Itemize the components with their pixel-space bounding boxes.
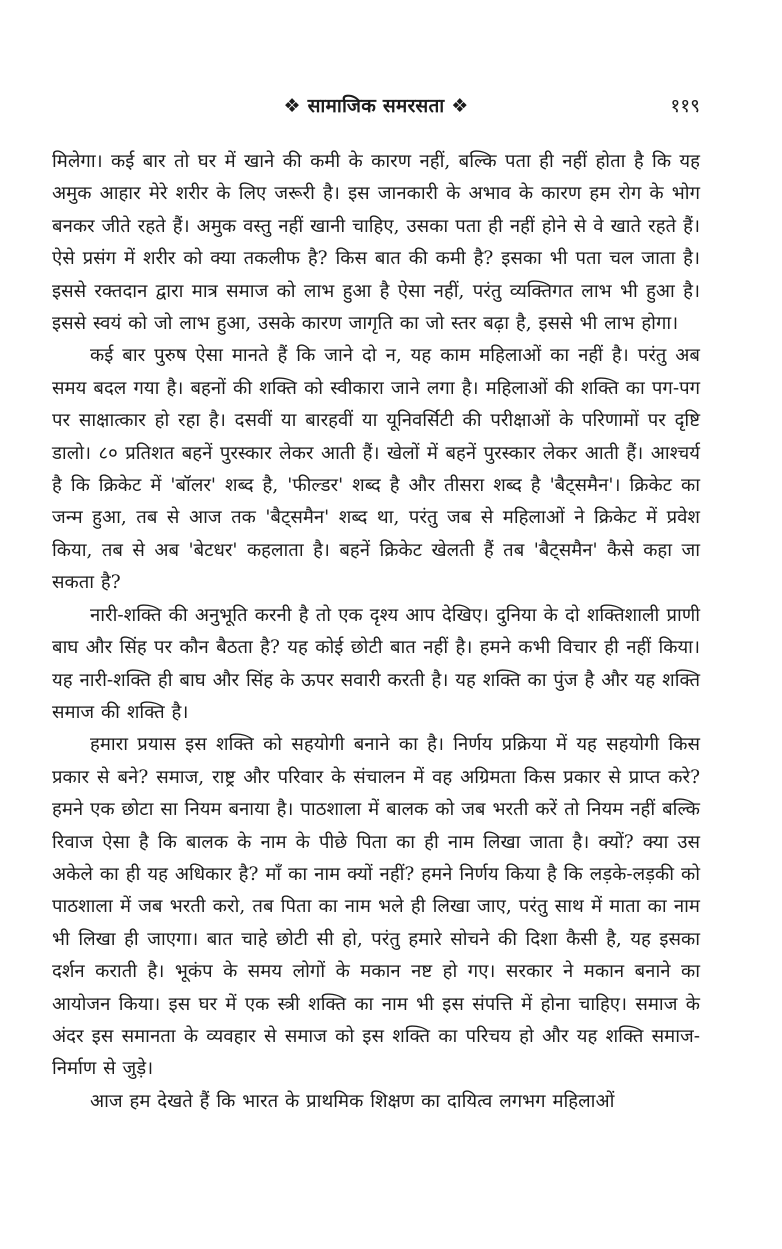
page-header (52, 92, 700, 124)
paragraph-primary-education: आज हम देखते हैं कि भारत के प्राथमिक शिक्षण का दायित्व लगभग महिलाओं (90, 1090, 615, 1112)
paragraph-nari-shakti: नारी-शक्ति की अनुभूति करनी है तो एक दृश्य आप देखिए। दुनिया के दो शक्तिशाली प्राणी बाघ और सिंह पर कौन बैठता है? यह कोई छोटी बात नहीं है। हमने कभी विचार ही नहीं किया। यह नारी-शक्ति ही बाघ और सिंह के ऊपर सवारी करती है। यह शक्ति का पुंज है और यह शक्ति समाज की शक्ति है। (52, 604, 700, 723)
running-title: ❖ सामाजिक समरसता ❖ (283, 95, 469, 117)
paragraph-continuation: मिलेगा। कई बार तो घर में खाने की कमी के कारण नहीं, बल्कि पता ही नहीं होता है कि यह अमुक आहार मेरे शरीर के लिए जरूरी है। इस जानकारी के अभाव के कारण हम रोग के भोग बनकर जीते रहते हैं। अमुक वस्तु नहीं खानी चाहिए, उसका पता ही नहीं होने से वे खाते रहते हैं। ऐसे प्रसंग में शरीर को क्या तकलीफ है? किस बात की कमी है? इसका भी पता चल जाता है। इससे रक्तदान द्वारा मात्र समाज को लाभ हुआ है ऐसा नहीं, परंतु व्यक्तिगत लाभ भी हुआ है। इससे स्वयं को जो लाभ हुआ, उसके कारण जागृति का जो स्तर बढ़ा है, इससे भी लाभ होगा। (52, 151, 700, 335)
page-number: ११९ (670, 95, 700, 117)
body-text (52, 146, 700, 1118)
paragraph-women-strength: कई बार पुरुष ऐसा मानते हैं कि जाने दो न, यह काम महिलाओं का नहीं है। परंतु अब समय बदल गया है। बहनों की शक्ति को स्वीकारा जाने लगा है। महिलाओं की शक्ति का पग-पग पर साक्षात्कार हो रहा है। दसवीं या बारहवीं या यूनिवर्सिटी की परीक्षाओं के परिणामों पर दृष्टि डालो। ८० प्रतिशत बहनें पुरस्कार लेकर आती हैं। खेलों में बहनें पुरस्कार लेकर आती हैं। आश्चर्य है कि क्रिकेट में 'बॉलर' शब्द है, 'फील्डर' शब्द है और तीसरा शब्द है 'बैट्समैन'। क्रिकेट का जन्म हुआ, तब से आज तक 'बैट्समैन' शब्द था, परंतु जब से महिलाओं ने क्रिकेट में प्रवेश किया, तब से अब 'बेटधर' कहलाता है। बहनें क्रिकेट खेलती हैं तब 'बैट्समैन' कैसे कहा जा सकता है? (52, 345, 700, 594)
paragraph-our-effort: हमारा प्रयास इस शक्ति को सहयोगी बनाने का है। निर्णय प्रक्रिया में यह सहयोगी किस प्रकार से बने? समाज, राष्ट्र और परिवार के संचालन में वह अग्रिमता किस प्रकार से प्राप्त करे? हमने एक छोटा सा नियम बनाया है। पाठशाला में बालक को जब भरती करें तो नियम नहीं बल्कि रिवाज ऐसा है कि बालक के नाम के पीछे पिता का ही नाम लिखा जाता है। क्यों? क्या उस अकेले का ही यह अधिकार है? माँ का नाम क्यों नहीं? हमने निर्णय किया है कि लड़के-लड़की को पाठशाला में जब भरती करो, तब पिता का नाम भले ही लिखा जाए, परंतु साथ में माता का नाम भी लिखा ही जाएगा। बात चाहे छोटी सी हो, परंतु हमारे सोचने की दिशा कैसी है, यह इसका दर्शन कराती है। भूकंप के समय लोगों के मकान नष्ट हो गए। सरकार ने मकान बनाने का आयोजन किया। इस घर में एक स्त्री शक्ति का नाम भी इस संपत्ति में होना चाहिए। समाज के अंदर इस समानता के व्यवहार से समाज को इस शक्ति का परिचय हो और यह शक्ति समाज-निर्माण से जुड़े। (52, 734, 700, 1080)
